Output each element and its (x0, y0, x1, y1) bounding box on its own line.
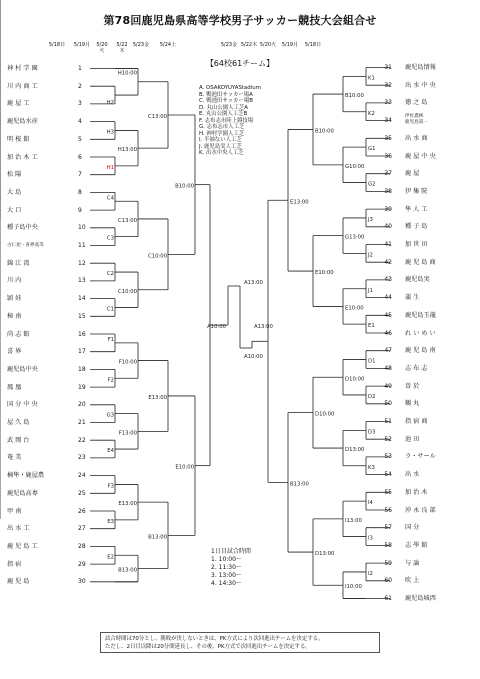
team-name: 松 陽 (7, 171, 22, 179)
team-name: 出 水 (405, 471, 420, 479)
team-number: 11 (78, 242, 86, 249)
game-label: D13:00 (345, 447, 365, 454)
team-number: 41 (384, 241, 392, 248)
venue-legend-item: D. 丸山公園人工芝A (199, 104, 249, 111)
team-name: 鹿 屋 (405, 170, 420, 178)
game-label: D1 (368, 358, 376, 365)
rules-note-line-1: 試合時間は70分とし、勝敗が決しないときは、PK方式により次回進出チームを決定する。 (105, 636, 324, 642)
game-label: D10:00 (315, 411, 335, 418)
match-times-heading: 1日目試合時間 (211, 548, 251, 555)
game-label: E2 (107, 554, 114, 561)
team-number: 32 (384, 81, 392, 89)
team-number: 24 (78, 472, 86, 480)
date-header: 5/23金 (220, 42, 238, 48)
team-name: 鹿 児 島 (7, 578, 30, 586)
game-label: K2 (368, 110, 375, 117)
game-label: E10:00 (175, 464, 194, 471)
game-label: B13:00 (118, 567, 137, 574)
team-number: 9 (78, 206, 82, 214)
game-label: E1 (368, 323, 375, 330)
game-label: F3 (107, 483, 114, 490)
game-label: I2 (368, 570, 373, 577)
team-number: 44 (384, 294, 392, 302)
game-label: I10:00 (345, 584, 362, 591)
game-label: H3 (106, 129, 114, 136)
game-label: G3 (106, 412, 114, 419)
team-name: 加 世 田 (405, 241, 428, 248)
team-name: 屋 久 島 (7, 419, 30, 426)
team-number: 15 (78, 312, 86, 320)
date-header: 5/18日 (48, 42, 66, 48)
team-name: 頴 娃 (7, 295, 22, 303)
match-times (211, 548, 251, 588)
game-label: F13:00 (118, 430, 137, 437)
game-label: B13:00 (148, 534, 167, 541)
team-number: 45 (384, 311, 392, 319)
team-name: 明 桜 館 (7, 135, 30, 143)
team-name: 鹿 児 島 商 (405, 258, 436, 266)
team-number: 33 (384, 99, 392, 107)
team-number: 55 (384, 488, 392, 496)
team-number: 22 (78, 436, 86, 444)
game-label: H2 (106, 100, 114, 107)
team-name: 大 島 (7, 188, 22, 196)
team-name: 国 分 中 央 (7, 401, 38, 409)
game-label: E13:00 (118, 501, 137, 508)
team-name: 出 水 商 (405, 134, 428, 142)
team-name: 鹿 屋 工 (7, 100, 30, 108)
game-label: B10:00 (345, 93, 364, 100)
team-number: 23 (78, 454, 86, 462)
game-label: J1 (368, 287, 373, 294)
date-header: 5/20 火 (96, 42, 108, 54)
game-label: C13:00 (148, 113, 167, 120)
date-header: 5/19月 (281, 42, 299, 48)
game-label: E10:00 (345, 305, 364, 312)
team-name: 曽 於 (405, 382, 420, 390)
team-number: 35 (384, 134, 392, 142)
team-name: 志 布 志 (405, 364, 428, 372)
team-number: 5 (78, 135, 82, 143)
team-number: 51 (384, 418, 392, 425)
game-label: C1 (106, 306, 114, 313)
game-label: E13:00 (148, 394, 167, 401)
venue-legend-item: J. 鹿児島実人工芝 (199, 143, 242, 150)
game-label: D3 (368, 429, 376, 436)
team-number: 42 (384, 258, 392, 266)
game-label: D13:00 (315, 551, 335, 558)
team-name: 川 内 商 工 (7, 82, 38, 90)
team-name: 楠隼・鹿屋農 (7, 472, 45, 480)
team-number: 25 (78, 489, 86, 497)
venue-legend-item: C. 鴨池田サッカー場B (199, 98, 253, 104)
team-name: 錦 江 湾 (7, 259, 30, 267)
date-header: 5/20火 (259, 42, 277, 48)
team-number: 28 (78, 542, 86, 550)
team-name: 志 學 館 (405, 541, 428, 549)
game-label: J2 (368, 252, 373, 259)
game-label: A13:00 (254, 324, 273, 331)
game-label: E13:00 (290, 199, 309, 206)
venue-legend-item: E. 丸山公園人工芝B (199, 111, 248, 117)
game-label: C10:00 (148, 253, 167, 260)
team-name: 吹 上 (405, 577, 420, 585)
game-label: B13:00 (290, 481, 309, 488)
game-label: B10:00 (315, 128, 334, 135)
venue-legend-item: G. 志布志市人工芝 (199, 124, 245, 130)
team-name: 伊佐農林 鹿児島第一 (405, 114, 428, 125)
team-name: 奄 美 (7, 454, 22, 462)
team-name: 指 宿 商 (405, 418, 428, 425)
venue-legend-item: B. 鴨池田サッカー場A (199, 91, 253, 98)
team-number: 13 (78, 277, 86, 285)
team-name: 鹿 児 島 工 (7, 542, 38, 550)
game-label: E4 (107, 448, 114, 455)
team-name: 指 宿 (7, 560, 22, 568)
team-number: 56 (384, 506, 392, 514)
game-label: J3 (368, 216, 373, 223)
team-name: 出 水 中 央 (405, 81, 436, 89)
team-number: 47 (384, 347, 392, 355)
game-label: G13:00 (345, 234, 365, 241)
game-label: I3 (368, 535, 373, 542)
team-number: 59 (384, 559, 392, 567)
rules-note-line-2: ただし、2日目以降は20分間延長し、その後、PK方式で次回進出チームを決定する。 (105, 644, 311, 650)
team-name: 隼 人 工 (405, 205, 428, 213)
team-number: 60 (384, 577, 392, 585)
team-number: 20 (78, 401, 86, 409)
venue-legend-item: A. OSAKOYUYAStadium (199, 85, 261, 91)
team-number: 54 (384, 471, 392, 479)
team-number: 49 (384, 382, 392, 390)
team-name: 鹿児島玉龍 (405, 311, 436, 319)
team-name: 鹿児島中央 (7, 365, 38, 373)
team-name: 鹿児島水産 (7, 118, 38, 126)
date-header: 5/18日 (304, 42, 322, 48)
team-name: 甲 南 (7, 507, 22, 515)
game-label: E3 (107, 518, 114, 525)
team-number: 10 (78, 224, 86, 232)
team-number: 53 (384, 453, 392, 461)
team-count-subtitle: 【64校61チーム】 (205, 59, 275, 68)
team-name: 種 子 島 (405, 223, 428, 231)
team-name: 尚 志 館 (7, 330, 30, 338)
team-number: 14 (78, 295, 86, 303)
team-number: 3 (78, 100, 82, 108)
date-header: 5/23金 (132, 42, 150, 48)
team-name: 出 水 工 (7, 525, 30, 533)
game-label: K3 (368, 464, 375, 471)
team-number: 43 (384, 276, 392, 284)
team-number: 7 (78, 171, 82, 179)
team-name: 鶴 丸 (405, 400, 420, 408)
team-number: 30 (78, 578, 86, 586)
team-number: 4 (78, 118, 82, 126)
team-number: 38 (384, 187, 392, 195)
time-slot: 4. 14:30～ (211, 580, 242, 587)
venue-legend-item: F. 志布志市陸上競技場 (199, 117, 254, 124)
venue-legend-item: I. 半袖ない人工芝 (199, 137, 242, 143)
game-label: B10:00 (175, 183, 194, 190)
game-label: C4 (106, 195, 114, 202)
team-name: 加 治 木 (405, 488, 428, 496)
rules-note (100, 632, 380, 653)
team-name: 種子島中央 (7, 224, 38, 232)
team-name: 鹿 屋 中 央 (405, 152, 436, 160)
game-label: A10:00 (244, 354, 263, 360)
team-number: 52 (384, 435, 392, 443)
team-name: 川 内 (7, 277, 22, 285)
team-name: 神 村 学 園 (7, 65, 38, 72)
team-number: 17 (78, 348, 86, 356)
team-name: 大 口 (7, 206, 22, 214)
game-label: H1 (106, 164, 114, 171)
game-label: E10:00 (315, 270, 334, 277)
team-number: 19 (78, 383, 86, 391)
team-name: 鹿 児 島 南 (405, 347, 436, 355)
team-name: 鳳 凰 (7, 383, 22, 391)
team-number: 1 (78, 65, 82, 72)
team-number: 12 (78, 259, 86, 267)
game-label: A13:00 (244, 280, 263, 286)
game-label: I13:00 (345, 517, 362, 524)
game-label: G1 (368, 146, 376, 153)
team-name: 鹿児島実 (405, 276, 430, 284)
game-label: I4 (368, 500, 373, 507)
date-header: 5/22 木 (116, 42, 128, 54)
date-header: 5/24土 (159, 42, 177, 48)
team-number: 50 (384, 400, 392, 408)
time-slot: 1. 10:00～ (211, 556, 242, 563)
game-label: C10:00 (118, 288, 137, 295)
team-name: 鹿児島情報 (405, 64, 436, 71)
game-label: H10:00 (117, 70, 137, 77)
team-number: 31 (384, 64, 392, 71)
team-name: 鹿児島高専 (7, 489, 38, 497)
venue-legend-item: K. 出水中央人工芝 (199, 150, 244, 156)
team-number: 29 (78, 560, 86, 568)
team-number: 21 (78, 419, 86, 426)
team-name: 喜 界 (7, 348, 22, 356)
game-label: K1 (368, 75, 375, 82)
game-label: F1 (107, 336, 114, 343)
game-label: G10:00 (345, 163, 365, 170)
team-name: 伊 集 院 (405, 187, 428, 195)
team-name: 国 分 (405, 524, 420, 532)
game-label: F2 (107, 377, 114, 384)
venue-legend-item: H. 神村学園人工芝 (199, 130, 245, 137)
team-number: 46 (384, 329, 392, 337)
game-label: C13:00 (118, 217, 137, 224)
team-name: 沖 永 良 部 (405, 506, 436, 514)
team-number: 48 (384, 364, 392, 372)
game-label: C3 (106, 235, 114, 242)
team-name: 古仁屋・喜界高等 (7, 243, 44, 248)
team-name: 樟 南 (7, 312, 22, 320)
game-label: F10:00 (118, 359, 137, 366)
team-number: 16 (78, 330, 86, 338)
date-header: 5/22木 (240, 42, 258, 48)
team-number: 58 (384, 541, 392, 549)
team-name: 加 治 木 工 (7, 153, 38, 161)
team-number: 36 (384, 152, 392, 160)
team-name: 池 田 (405, 435, 420, 443)
game-label: G2 (368, 181, 376, 188)
team-name: 武 岡 台 (7, 436, 30, 444)
team-number: 37 (384, 170, 392, 178)
game-label: A10:00 (207, 324, 226, 331)
time-slot: 3. 13:00～ (211, 572, 242, 579)
game-label: D10:00 (345, 376, 365, 383)
time-slot-list (211, 556, 251, 588)
team-number: 27 (78, 525, 86, 533)
team-name: 徳 之 島 (405, 99, 428, 107)
team-number: 18 (78, 365, 86, 373)
team-number: 26 (78, 507, 86, 515)
game-label: C2 (106, 271, 114, 278)
team-number: 6 (78, 153, 82, 161)
game-label: D2 (368, 393, 376, 400)
team-name: 鹿児島城西 (405, 595, 436, 602)
team-name: 与 論 (405, 559, 420, 567)
page-title: 第78回鹿児島県高等学校男子サッカー競技大会組合せ (103, 14, 377, 27)
date-header: 5/19月 (73, 42, 91, 48)
team-number: 57 (384, 524, 392, 532)
team-name: ラ・サール (405, 453, 436, 461)
team-number: 34 (384, 117, 392, 125)
team-name: 蒲 生 (405, 294, 420, 302)
time-slot: 2. 11:30～ (211, 564, 242, 571)
team-number: 39 (384, 205, 392, 213)
team-number: 40 (384, 223, 392, 231)
venue-legend (199, 85, 261, 157)
team-number: 2 (78, 82, 82, 90)
team-number: 8 (78, 188, 82, 196)
team-number: 61 (384, 595, 392, 602)
game-label: H13:00 (117, 147, 137, 154)
team-name: れ い め い (405, 329, 436, 337)
